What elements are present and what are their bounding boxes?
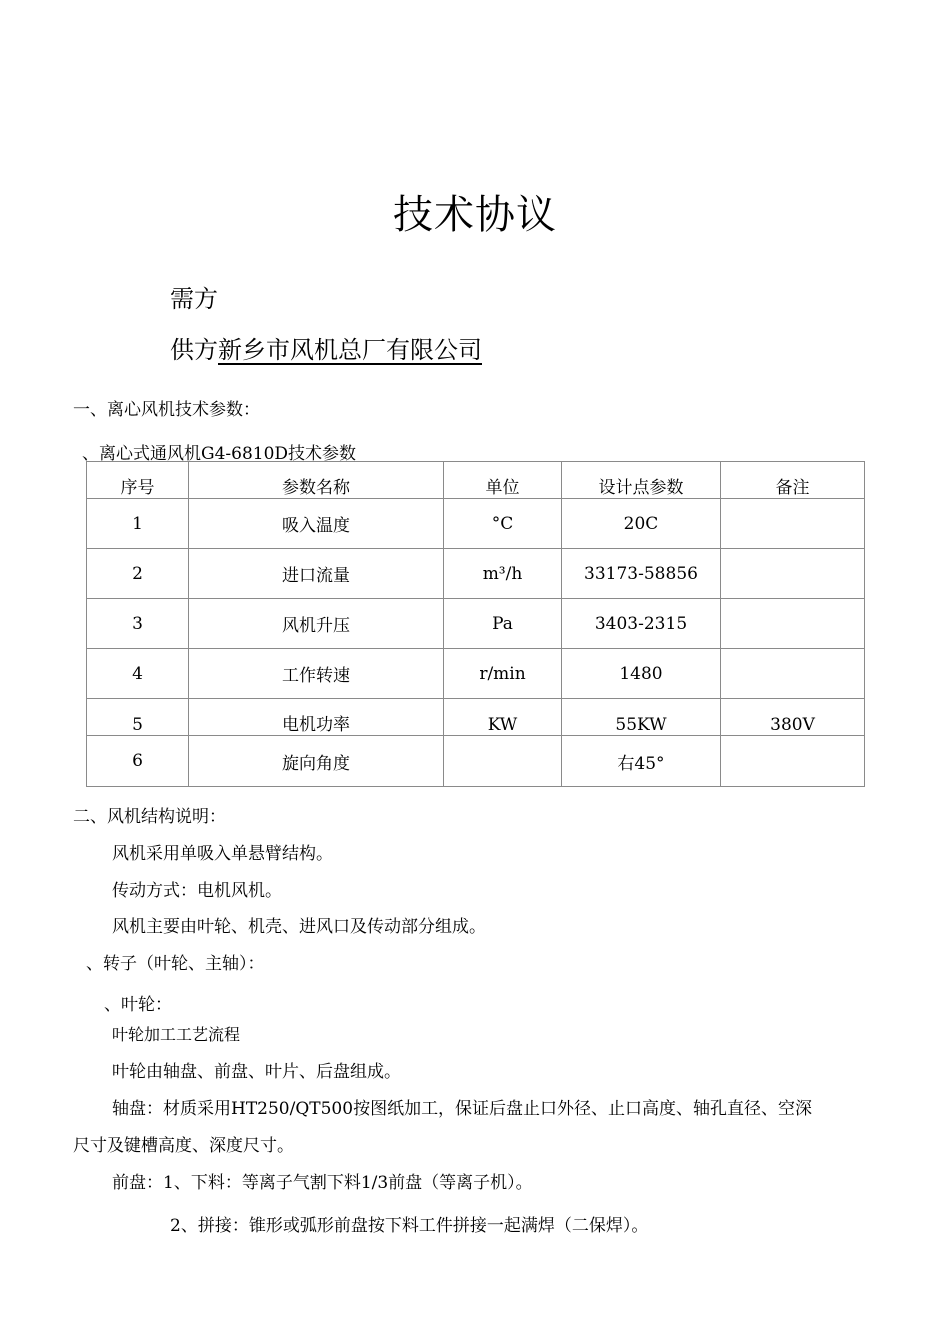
param-note bbox=[721, 549, 865, 599]
param-unit: Pa bbox=[444, 599, 562, 649]
param-name: 风机升压 bbox=[189, 599, 444, 649]
header-cell: 序号 bbox=[87, 462, 189, 499]
document-title: 技术协议 bbox=[393, 192, 557, 238]
section1-heading: 一、离心风机技术参数： bbox=[73, 400, 260, 420]
param-value: 1480 bbox=[562, 649, 721, 699]
supply-label: 供方 bbox=[170, 336, 218, 364]
components-paragraph: 风机主要由叶轮、机壳、进风口及传动部分组成。 bbox=[112, 917, 486, 937]
row-number: 2 bbox=[87, 549, 189, 599]
param-note bbox=[721, 599, 865, 649]
supply-party bbox=[170, 330, 482, 365]
param-name: 进口流量 bbox=[189, 549, 444, 599]
impeller-heading: 、叶轮： bbox=[104, 995, 172, 1015]
rotor-heading: 、转子（叶轮、主轴）： bbox=[86, 954, 265, 974]
table-row bbox=[87, 649, 865, 699]
param-note bbox=[721, 649, 865, 699]
param-value: 3403-2315 bbox=[562, 599, 721, 649]
row-number: 5 bbox=[87, 699, 189, 736]
row-number: 4 bbox=[87, 649, 189, 699]
param-note bbox=[721, 499, 865, 549]
demand-label: 需方 bbox=[170, 285, 218, 313]
param-note bbox=[721, 736, 865, 787]
param-name: 旋向角度 bbox=[189, 736, 444, 787]
impeller-composition: 叶轮由轴盘、前盘、叶片、后盘组成。 bbox=[112, 1062, 401, 1082]
header-cell: 单位 bbox=[444, 462, 562, 499]
table-row bbox=[87, 499, 865, 549]
hub-paragraph-line1: 轴盘：材质采用HT250/QT500按图纸加工，保证后盘止口外径、止口高度、轴孔直径、空深 bbox=[112, 1099, 813, 1119]
row-number: 1 bbox=[87, 499, 189, 549]
param-value: 20C bbox=[562, 499, 721, 549]
table-row bbox=[87, 549, 865, 599]
param-note: 380V bbox=[721, 699, 865, 736]
param-unit: KW bbox=[444, 699, 562, 736]
supply-value: 新乡市风机总厂有限公司 bbox=[218, 336, 482, 364]
table-header-row bbox=[87, 462, 865, 499]
row-number: 3 bbox=[87, 599, 189, 649]
param-name: 吸入温度 bbox=[189, 499, 444, 549]
front-disc-step1: 前盘：1、下料：等离子气割下料1/3前盘（等离子机）。 bbox=[112, 1173, 533, 1193]
param-unit: °C bbox=[444, 499, 562, 549]
param-unit bbox=[444, 736, 562, 787]
demand-party bbox=[170, 279, 218, 314]
row-number: 6 bbox=[87, 736, 189, 787]
parameter-table bbox=[86, 461, 865, 787]
table-row bbox=[87, 599, 865, 649]
table-row bbox=[87, 699, 865, 736]
header-cell: 参数名称 bbox=[189, 462, 444, 499]
table-caption: 、离心式通风机G4-6810D技术参数 bbox=[82, 444, 357, 464]
param-unit: m³/h bbox=[444, 549, 562, 599]
table-row bbox=[87, 736, 865, 787]
param-value: 右45° bbox=[562, 736, 721, 787]
param-name: 工作转速 bbox=[189, 649, 444, 699]
front-disc-step2: 2、拼接：锥形或弧形前盘按下料工件拼接一起满焊（二保焊）。 bbox=[170, 1216, 649, 1236]
structure-paragraph: 风机采用单吸入单悬臂结构。 bbox=[112, 844, 333, 864]
param-unit: r/min bbox=[444, 649, 562, 699]
param-value: 55KW bbox=[562, 699, 721, 736]
param-value: 33173-58856 bbox=[562, 549, 721, 599]
drive-paragraph: 传动方式：电机风机。 bbox=[112, 881, 282, 901]
param-name: 电机功率 bbox=[189, 699, 444, 736]
section2-heading: 二、风机结构说明： bbox=[73, 807, 226, 827]
hub-paragraph-line2: 尺寸及键槽高度、深度尺寸。 bbox=[73, 1136, 294, 1156]
process-title: 叶轮加工工艺流程 bbox=[112, 1025, 241, 1044]
header-cell: 设计点参数 bbox=[562, 462, 721, 499]
header-cell: 备注 bbox=[721, 462, 865, 499]
